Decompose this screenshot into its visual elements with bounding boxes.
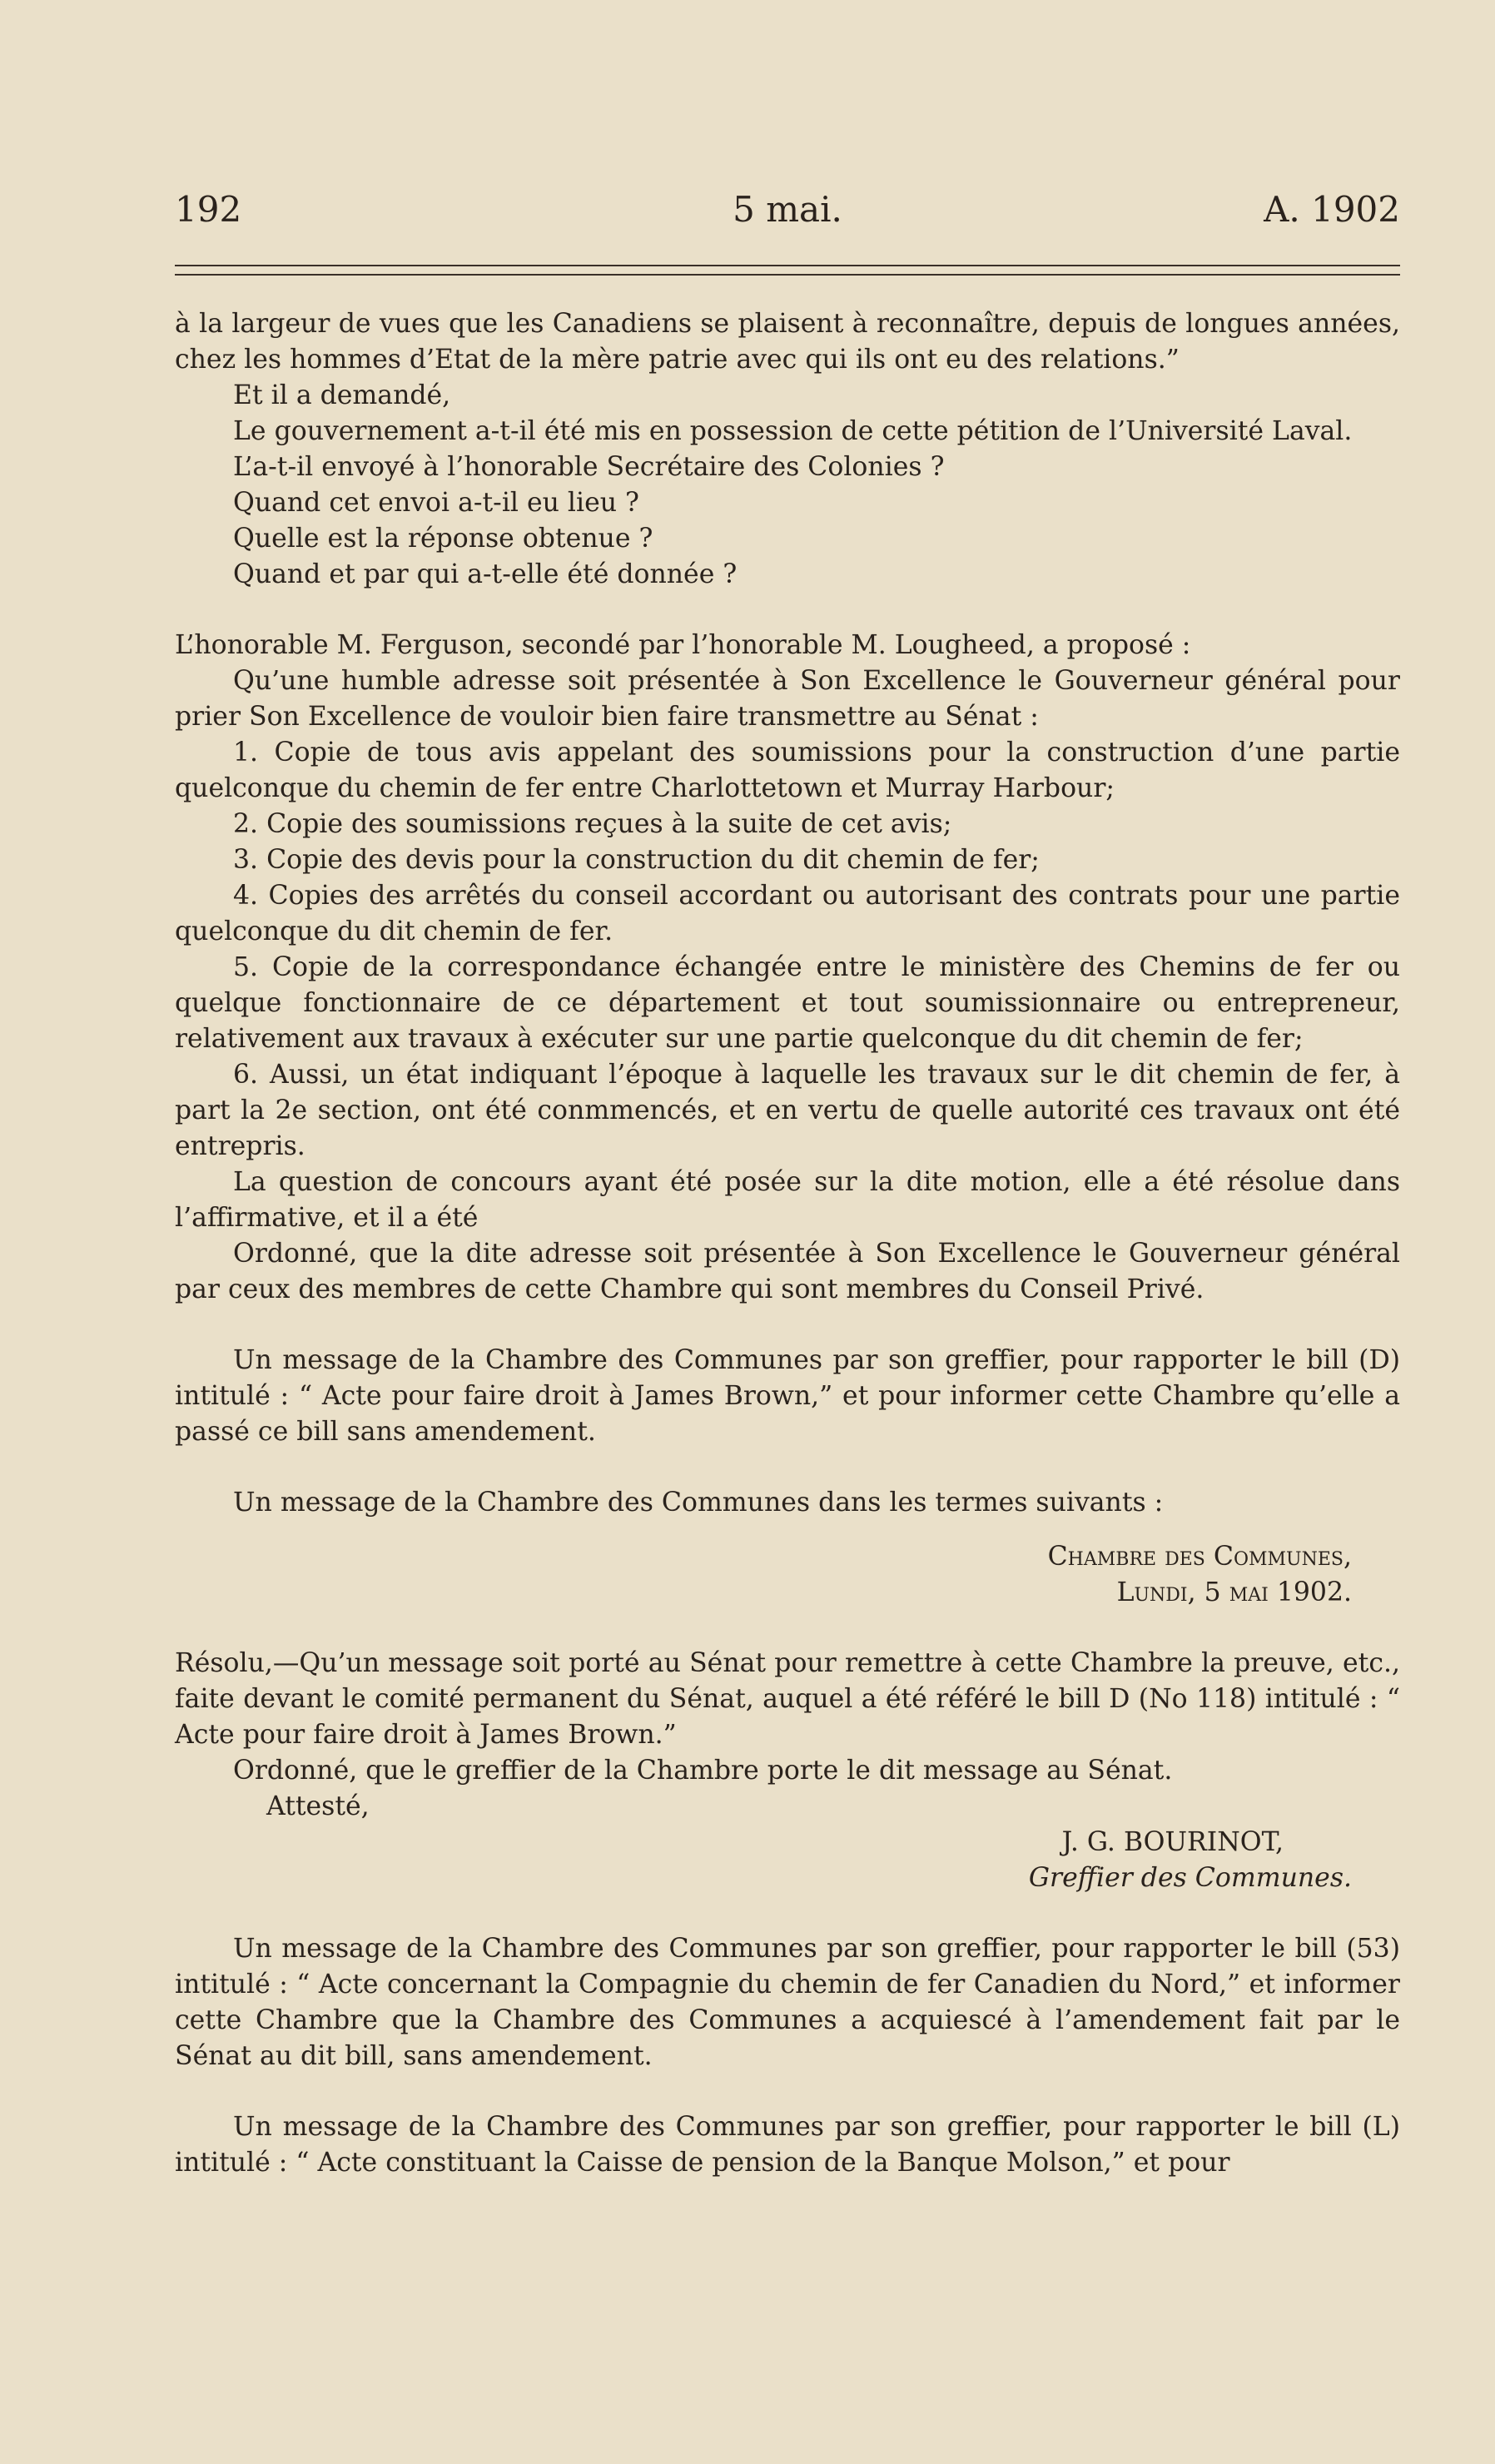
signature-title: Greffier des Communes. (1028, 1863, 1352, 1893)
page-header (175, 185, 1400, 235)
message-place: Chambre des Communes, (1047, 1542, 1352, 1572)
list-item: 3. Copie des devis pour la construction du dit chemin de fer; (233, 845, 1040, 875)
paragraph: Un message de la Chambre des Communes par son greffier, pour rapporter le bill (L) intitulé : “ Acte constituant la Caisse de pension de la Banque Molson,” et pour (175, 2112, 1400, 2178)
paragraph: Le gouvernement a-t-il été mis en possession de cette pétition de l’Université Laval. (233, 416, 1353, 446)
paragraph: Qu’une humble adresse soit présentée à Son Excellence le Gouverneur général pour prier Son Excellence de vouloir bien faire transmettre au Sénat : (175, 666, 1400, 732)
header-year: A. 1902 (1264, 189, 1400, 230)
list-item: 1. Copie de tous avis appelant des soumissions pour la construction d’une partie quelconque du chemin de fer entre Charlottetown et Murray Harbour; (175, 738, 1400, 803)
question: L’a-t-il envoyé à l’honorable Secrétaire des Colonies ? (233, 452, 945, 482)
page-body (175, 306, 1400, 2181)
paragraph: à la largeur de vues que les Canadiens se plaisent à reconnaître, depuis de longues années, chez les hommes d’Etat de la mère patrie avec qui ils ont eu des relations.” (175, 309, 1400, 375)
question: Quand cet envoi a-t-il eu lieu ? (233, 488, 639, 518)
paragraph: Ordonné, que le greffier de la Chambre porte le dit message au Sénat. (233, 1756, 1173, 1786)
list-item: 5. Copie de la correspondance échangée entre le ministère des Chemins de fer ou quelque fonctionnaire de ce département et tout soumissionnaire ou entrepreneur, relativement aux travaux à exécuter sur une partie quelconque du dit chemin de fer; (175, 952, 1400, 1054)
paragraph: Un message de la Chambre des Communes par son greffier, pour rapporter le bill (53) intitulé : “ Acte concernant la Compagnie du chemin de fer Canadien du Nord,” et informer cette Chambre que la Chambre des Communes a acquiescé à l’amendement fait par le Sénat au dit bill, sans amendement. (175, 1934, 1400, 2071)
signature-name: J. G. BOURINOT, (1061, 1827, 1284, 1857)
header-date: 5 mai. (733, 189, 842, 230)
question: Quand et par qui a-t-elle été donnée ? (233, 559, 738, 589)
paragraph: Un message de la Chambre des Communes dans les termes suivants : (233, 1488, 1164, 1518)
paragraph: Un message de la Chambre des Communes par son greffier, pour rapporter le bill (D) intitulé : “ Acte pour faire droit à James Brown,” et pour informer cette Chambre qu’elle a passé ce bill sans amendement. (175, 1345, 1400, 1447)
page-number: 192 (175, 189, 242, 230)
paragraph: Et il a demandé, (233, 380, 451, 410)
paragraph: Ordonné, que la dite adresse soit présentée à Son Excellence le Gouverneur général par ceux des membres de cette Chambre qui sont membres du Conseil Privé. (175, 1239, 1400, 1304)
question: Quelle est la réponse obtenue ? (233, 524, 653, 554)
list-item: 6. Aussi, un état indiquant l’époque à laquelle les travaux sur le dit chemin de fer, à part la 2e section, ont été conmmencés, et en vertu de quelle autorité ces travaux ont été entrepris. (175, 1060, 1400, 1161)
paragraph: La question de concours ayant été posée sur la dite motion, elle a été résolue dans l’affirmative, et il a été (175, 1167, 1400, 1233)
header-rule-bottom (175, 274, 1400, 276)
header-rule-top (175, 265, 1400, 266)
paragraph: Résolu,—Qu’un message soit porté au Sénat pour remettre à cette Chambre la preuve, etc., faite devant le comité permanent du Sénat, auquel a été référé le bill D (No 118) intitulé : “ Acte pour faire droit à James Brown.” (175, 1648, 1400, 1750)
list-item: 4. Copies des arrêtés du conseil accordant ou autorisant des contrats pour une partie quelconque du dit chemin de fer. (175, 881, 1400, 946)
list-item: 2. Copie des soumissions reçues à la suite de cet avis; (233, 809, 952, 839)
message-date: Lundi, 5 mai 1902. (1116, 1577, 1352, 1607)
paragraph: L’honorable M. Ferguson, secondé par l’honorable M. Lougheed, a proposé : (175, 630, 1191, 660)
attestation: Attesté, (266, 1791, 370, 1821)
